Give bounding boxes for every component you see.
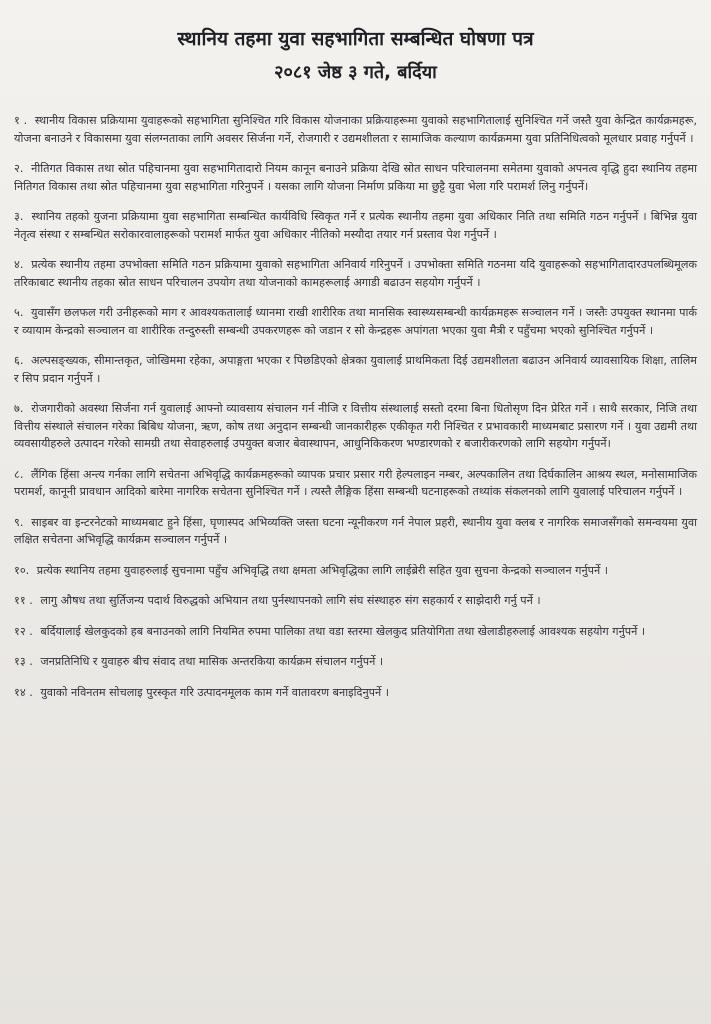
item-text: जनप्रतिनिधि र युवाहरु बीच संवाद तथा मासिक अन्तरकिया कार्यक्रम संचालन गर्नुपर्ने । [40, 655, 384, 668]
item-number: १२ . [14, 624, 33, 638]
document-title: स्थानिय तहमा युवा सहभागिता सम्बन्धित घोषणा पत्र [177, 28, 534, 50]
list-item [14, 653, 697, 671]
item-number: २. [14, 162, 24, 175]
item-number: ५. [14, 306, 24, 319]
item-number: १ . [14, 114, 28, 127]
item-number: ३. [14, 210, 24, 223]
item-text: स्थानीय विकास प्रक्रियामा युवाहरूको सहभागिता सुनिश्चित गरि विकास योजनाका प्रक्रियाहरूमा युवाको सहभागितालाई सुनिश्चित गर्ने जस्तै युवा केन्द्रित कार्यक्रमहरू, योजना बनाउने र विकासमा युवा संलग्नताका लागि अवसर सिर्जना गर्ने, रोजगारी र उद्यमशीलता र सामाजिक कल्याण कार्यक्रममा युवा प्रतिनिधित्वको मूलधार प्रवाह गर्नुपर्ने । [14, 114, 697, 145]
list-item [14, 160, 697, 195]
list-item [14, 684, 697, 702]
declaration-list [14, 112, 697, 701]
item-text: बर्दियालाई खेलकुदको हब बनाउनको लागि नियमित रुपमा पालिका तथा वडा स्तरमा खेलकुद प्रतियोगिता तथा खेलाडीहरुलाई आवश्यक सहयोग गर्नुपर्ने । [40, 624, 646, 638]
list-item [14, 304, 697, 339]
list-item [14, 208, 697, 243]
item-text: रोजगारीको अवस्था सिर्जना गर्न युवालाई आफ्नो व्यावसाय संचालन गर्न नीजि र वित्तीय संस्थालाई सस्तो दरमा बिना धितोसृण दिन प्रेरित गर्ने । साथै सरकार, निजि तथा वित्तीय संस्थाले संचालन गरेका बिबिध योजना, ऋण, कोष तथा अनुदान सम्बन्धी जानकारीहरू एकीकृत गरी निश्चित र प्रभावकारी माध्यमबाट प्रसारण गर्ने । युवा उद्यमी तथा व्यवसायीहरुले उत्पादन गरेको सामग्री तथा सेवाहरुलाई उपयुक्त बजार बेवास्थापन, आधुनिकिकरण भण्डारणको र बजारीकरणको लागि सहयोग गर्नुपर्ने। [14, 402, 697, 450]
document-date: २०८१ जेष्ठ ३ गते, बर्दिया [274, 62, 437, 83]
item-number: १४ . [14, 685, 33, 699]
item-number: ११ . [14, 594, 33, 607]
item-text: प्रत्येक स्थानिय तहमा युवाहरुलाई सुचनामा पहुँच अभिवृद्धि तथा क्षमता अभिवृद्धिका लागि लाईब्रेरी सहित युवा सुचना केन्द्रको सञ्चालन गर्नुपर्ने । [36, 563, 609, 577]
item-text: लागु औषध तथा सुर्तिजन्य पदार्थ विरुद्धको अभियान तथा पुर्नस्थापनको लागि संघ संस्थाहरु संग सहकार्य र साझेदारी गर्नु पर्ने । [40, 594, 541, 607]
list-item [14, 514, 697, 549]
item-text: युवाको नविनतम सोचलाइ पुरस्कृत गरि उत्पादनमूलक काम गर्ने वातावरण बनाइदिनुपर्ने । [40, 685, 390, 699]
list-item [14, 400, 697, 453]
list-item [14, 112, 697, 147]
list-item [14, 562, 697, 580]
item-number: १३ . [14, 655, 33, 668]
list-item [14, 256, 697, 291]
item-text: नीतिगत विकास तथा स्रोत पहिचानमा युवा सहभागितादारो नियम कानून बनाउने प्रक्रिया देखि स्रोत साधन परिचालनमा समेतमा युवाको अपनत्व वृद्धि हुदा स्थानिय तहमा नितिगत विकास तथा स्रोत पहिचानमा युवा सहभागिता गरिनुपर्ने । यसका लागि योजना निर्माण प्रकिया मा छुट्टै युवा भेला गरि परामर्श लिनु गर्नुपर्ने। [14, 162, 698, 193]
item-number: ६. [14, 354, 24, 367]
list-item [14, 466, 697, 501]
list-item [14, 592, 697, 610]
item-text: लैंगिक हिंसा अन्त्य गर्नका लागि सचेतना अभिवृद्धि कार्यक्रमहरूको व्यापक प्रचार प्रसार गरी हेल्पलाइन नम्बर, अल्पकालिन तथा दिर्घकालिन आश्रय स्थल, मनोसामाजिक परामर्श, कानूनी प्रावधान आदिको बारेमा नागरिक सचेतना सुनिश्चित गर्ने । त्यस्तै लैङ्गिक हिंसा सम्बन्धी घटनाहरूको तथ्यांक संकलनको लागि युवालाई परिचालन गर्नुपर्ने । [14, 467, 697, 498]
item-text: स्थानिय तहको युजना प्रक्रियामा युवा सहभागिता सम्बन्धित कार्यविधि स्विकृत गर्ने र प्रत्येक स्थानीय तहमा युवा अधिकार निति तथा समिति गठन गर्नुपर्ने । बिभिन्न युवा नेतृत्व संस्था र सम्बन्धित सरोकारवालाहरूको परामर्श मार्फत युवा अधिकार नीतिको मस्यौदा तयार गर्न प्रस्ताव पेश गर्नुपर्ने । [14, 210, 698, 241]
list-item [14, 623, 697, 641]
item-text: अल्पसङ्ख्यक, सीमान्तकृत, जोखिममा रहेका, अपाङ्गता भएका र पिछडिएको क्षेत्रका युवालाई प्राथमिकता दिई उद्यमशीलता बढाउन अनिवार्य व्यावसायिक शिक्षा, तालिम र सिप प्रदान गर्नुपर्ने । [14, 354, 697, 385]
list-item [14, 352, 697, 387]
item-number: ८. [14, 467, 24, 481]
item-number: ४. [14, 258, 24, 271]
item-text: साइबर वा इन्टरनेटको माध्यमबाट हुने हिंसा, घृणास्पद अभिव्यक्ति जस्ता घटना न्यूनीकरण गर्न नेपाल प्रहरी, स्थानीय युवा क्लब र नागरिक समाजसँगको समन्वयमा युवा लक्षित सचेतना अभिवृद्धि कार्यक्रम सञ्चालन गर्नुपर्ने । [14, 515, 697, 546]
item-number: ७. [14, 402, 24, 415]
item-text: प्रत्येक स्थानीय तहमा उपभोक्ता समिति गठन प्रक्रियामा युवाको सहभागिता अनिवार्य गरिनुपर्ने । उपभोक्ता समिति गठनमा यदि युवाहरूको सहभागितादारउपलब्धिमूलक तरिकाबाट स्थानीय तहका स्रोत साधन परिचालन उपयोग तथा योजनाको कामहरूलाई अगाडी बढाउन सहयोग गर्नुपर्ने । [14, 258, 698, 289]
item-number: ९. [14, 515, 24, 529]
item-text: युवासँग छलफल गरी उनीहरूको माग र आवश्यकतालाई ध्यानमा राखी शारीरिक तथा मानसिक स्वास्थ्यसम्बन्धी कार्यक्रमहरू सञ्चालन गर्ने । जस्तैः उपयुक्त स्थानमा पार्क र व्यायाम केन्द्रको सञ्चालन वा शारीरिक तन्दुरुस्ती सम्बन्धी उपकरणहरू को जडान र सो केन्द्रहरू अपांगता भएका युवा मैत्री र पहुँचमा भएको सुनिश्चित गर्नुपर्ने । [14, 306, 698, 337]
item-number: १०. [14, 563, 30, 577]
